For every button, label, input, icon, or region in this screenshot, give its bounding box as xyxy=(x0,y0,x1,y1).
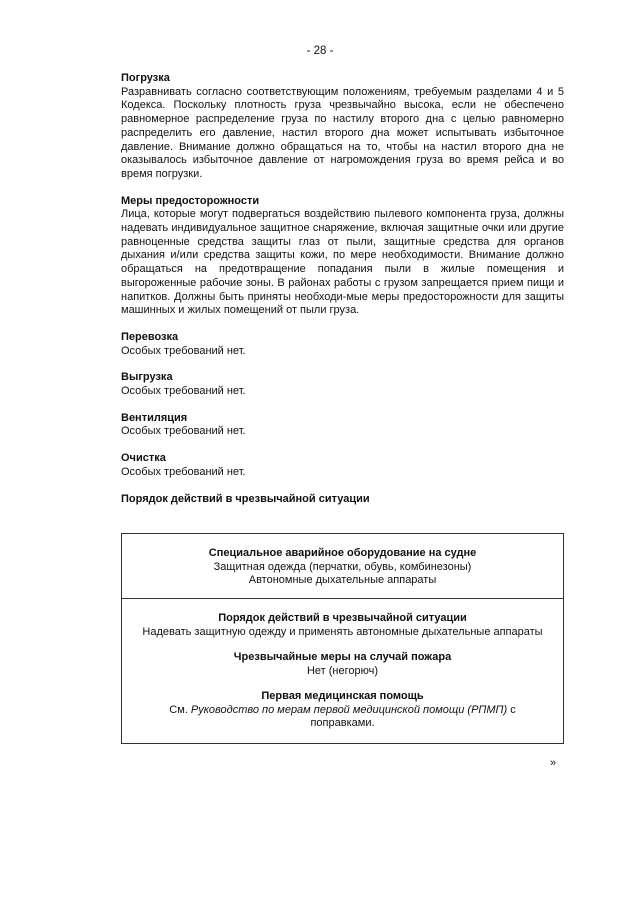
first-aid-heading: Первая медицинская помощь xyxy=(261,690,424,702)
first-aid-block xyxy=(122,690,563,731)
document-body xyxy=(121,72,564,518)
section-ventilation xyxy=(121,412,564,439)
fire-block xyxy=(122,651,563,678)
section-carriage xyxy=(121,331,564,358)
equipment-heading: Специальное аварийное оборудование на судне xyxy=(208,547,477,559)
emergency-procedures-area xyxy=(122,599,563,743)
section-text: Разравнивать согласно соответствующим положениям, требуемым разделами 4 и 5 Кодекса. Поскольку плотность груза чрезвычайно высока, если не обеспечено равномерное распределение груза по настилу второго дна с целью равномерно распределить его давление, настил второго дна может испытывать избыточное давление. Внимание должно обращаться на то, чтобы на настил второго дна не оказывалось избыточное давление от нагромождения груза во время рейса и во время погрузки. xyxy=(121,85,564,180)
equipment-line: Автономные дыхательные аппараты xyxy=(248,574,437,586)
section-text: Особых требований нет. xyxy=(121,425,246,438)
first-aid-guide-title: Руководство по мерам первой медицинской помощи (РПМП) xyxy=(190,703,508,716)
fire-heading: Чрезвычайные меры на случай пожара xyxy=(233,651,452,663)
section-heading: Очистка xyxy=(121,452,166,465)
first-aid-text xyxy=(122,704,563,731)
emergency-box xyxy=(121,533,564,744)
first-aid-prefix: См. xyxy=(169,703,191,716)
continuation-mark: » xyxy=(550,757,557,769)
section-text: Особых требований нет. xyxy=(121,344,246,357)
equipment-line: Защитная одежда (перчатки, обувь, комбинезоны) xyxy=(213,560,472,573)
page-number: - 28 - xyxy=(306,45,334,57)
section-discharge xyxy=(121,371,564,398)
section-heading: Выгрузка xyxy=(121,371,173,384)
section-clean-up xyxy=(121,452,564,479)
section-heading: Вентиляция xyxy=(121,411,188,424)
section-text: Лица, которые могут подвергаться воздействию пылевого компонента груза, должны надевать индивидуальное защитное снаряжение, включая защитные очки или другие равноценные средства защиты глаз от пыли, защитные средства для органов дыхания и/или средства защиты кожи, по мере необходимости. Внимание должно обращаться на предотвращение попадания пыли в жилые помещения и выгороженные рабочие зоны. В районах работы с грузом запрещается прием пищи и напитков. Должны быть приняты необходи-мые меры предосторожности для защиты машинных и жилых помещений от пыли груза. xyxy=(121,208,564,317)
section-text: Особых требований нет. xyxy=(121,385,246,398)
section-heading: Погрузка xyxy=(121,72,170,84)
procedures-text: Надевать защитную одежду и применять автономные дыхательные аппараты xyxy=(142,625,543,638)
procedures-heading: Порядок действий в чрезвычайной ситуации xyxy=(218,612,467,624)
section-heading: Перевозка xyxy=(121,330,179,343)
section-heading: Меры предосторожности xyxy=(121,194,260,207)
section-text: Особых требований нет. xyxy=(121,465,246,478)
section-precautions xyxy=(121,195,564,318)
section-loading xyxy=(121,72,564,182)
emergency-section-title: Порядок действий в чрезвычайной ситуации xyxy=(121,492,370,505)
first-aid-suffix: с поправками. xyxy=(310,703,516,729)
procedures-block xyxy=(122,612,563,639)
emergency-equipment-block xyxy=(122,534,563,598)
fire-text: Нет (негорюч) xyxy=(306,664,379,677)
